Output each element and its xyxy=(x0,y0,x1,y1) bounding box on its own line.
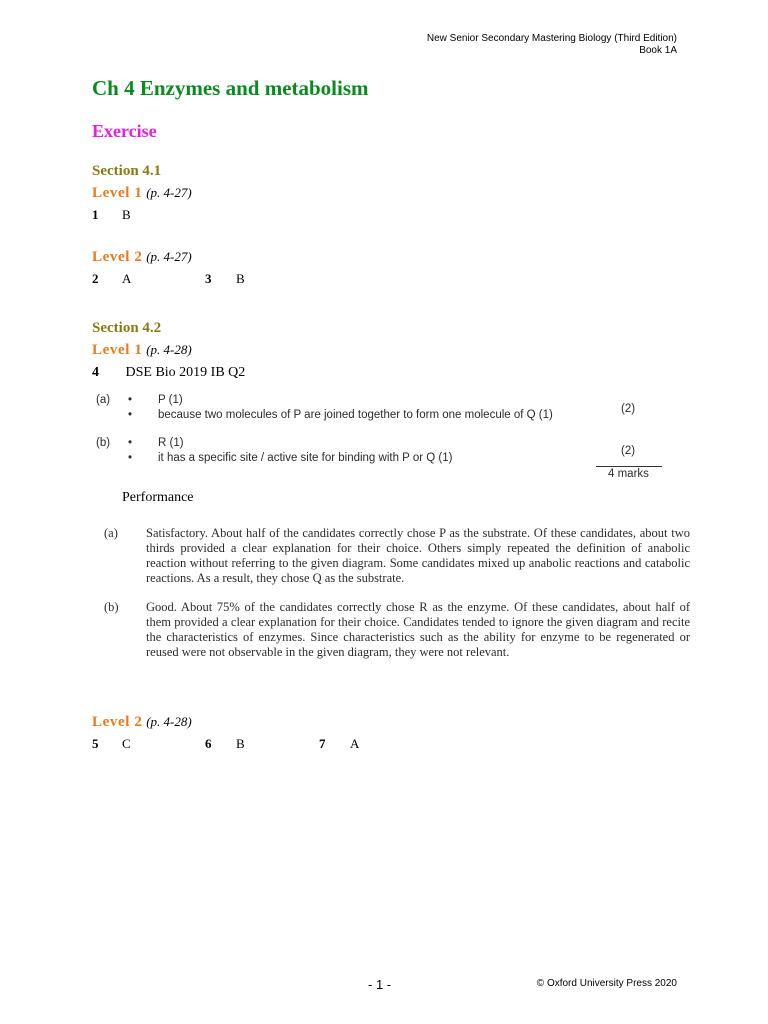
marking-point: it has a specific site / active site for binding with P or Q (1) xyxy=(158,452,453,464)
marking-point: R (1) xyxy=(158,437,184,449)
level-label: Level 2 xyxy=(92,249,143,265)
section-4-2-level-1 xyxy=(92,342,192,359)
answer-value: C xyxy=(122,736,131,751)
question-number: 6 xyxy=(205,736,212,751)
page-reference: (p. 4-27) xyxy=(146,185,192,200)
page-number: - 1 - xyxy=(368,977,392,992)
question-number: 4 xyxy=(92,365,99,380)
answer-value: B xyxy=(236,736,245,751)
page-reference: (p. 4-27) xyxy=(146,249,192,264)
level-label: Level 2 xyxy=(92,714,143,730)
bullet-icon: • xyxy=(128,394,133,406)
section-4-1-level-1 xyxy=(92,185,192,202)
question-number: 1 xyxy=(92,207,99,222)
section-4-1-heading: Section 4.1 xyxy=(92,163,162,179)
answer-value: A xyxy=(122,271,132,286)
section-4-2-level-2 xyxy=(92,714,192,731)
exercise-heading: Exercise xyxy=(92,121,157,141)
level-label: Level 1 xyxy=(92,185,143,201)
section-4-1-level-2 xyxy=(92,249,192,266)
question-number: 5 xyxy=(92,736,99,751)
page-reference: (p. 4-28) xyxy=(146,714,192,729)
page-reference: (p. 4-28) xyxy=(146,342,192,357)
chapter-title: Ch 4 Enzymes and metabolism xyxy=(92,76,369,100)
part-label: (b) xyxy=(96,437,111,449)
marking-point: P (1) xyxy=(158,394,183,406)
marking-total xyxy=(96,468,696,484)
answer-row xyxy=(92,736,492,752)
bullet-icon: • xyxy=(128,452,133,464)
bullet-icon: • xyxy=(128,409,133,421)
total-divider xyxy=(596,466,662,467)
comment-text: Satisfactory. About half of the candidates correctly chose P as the substrate. Of these candidates, about two thirds provided a clear explanation for their choice. Others simply repeated the definition of anabolic reaction without referring to the given diagram. Some candidates mixed up anabolic reactions and catabolic reactions. As a result, they chose Q as the substrate. xyxy=(146,526,690,585)
marking-scheme xyxy=(96,394,696,486)
part-label: (a) xyxy=(96,394,111,406)
question-number: 2 xyxy=(92,271,99,286)
answer-value: B xyxy=(122,207,131,222)
marking-point: because two molecules of P are joined together to form one molecule of Q (1) xyxy=(158,409,553,421)
bullet-icon: • xyxy=(128,437,133,449)
question-number: 3 xyxy=(205,271,212,286)
total-marks: 4 marks xyxy=(608,468,649,480)
copyright-notice: © Oxford University Press 2020 xyxy=(536,978,677,989)
section-4-2-heading: Section 4.2 xyxy=(92,320,162,336)
marking-row-b-1 xyxy=(96,437,696,453)
performance-heading: Performance xyxy=(122,490,194,505)
marks-allocation: (2) xyxy=(621,445,636,457)
comment-text: Good. About 75% of the candidates correctly chose R as the enzyme. Of these candidates, about half of them provided a clear explanation for their choice. Candidates tended to ignore the given diagram and recite the characteristics of enzymes. Since characteristics such as the ability for enzyme to be regenerated or reused were not observable in the given diagram, they were not relevant. xyxy=(146,600,690,659)
document-header xyxy=(427,33,677,57)
performance-comment-a xyxy=(104,526,704,588)
answer-row xyxy=(92,271,492,287)
part-label: (a) xyxy=(104,526,118,540)
question-number: 7 xyxy=(319,736,326,751)
performance-comment-b xyxy=(104,600,704,678)
marking-row-a-1 xyxy=(96,394,696,410)
book-volume: Book 1A xyxy=(639,45,677,56)
marking-row-a-2 xyxy=(96,403,696,425)
book-title: New Senior Secondary Mastering Biology (Third Edition) xyxy=(426,33,677,44)
level-label: Level 1 xyxy=(92,342,143,358)
question-source: DSE Bio 2019 IB Q2 xyxy=(125,365,246,380)
answer-value: B xyxy=(236,271,245,286)
answer-row xyxy=(92,207,492,223)
part-label: (b) xyxy=(104,600,119,614)
answer-value: A xyxy=(350,736,360,751)
question-4-heading xyxy=(92,365,245,381)
marks-allocation: (2) xyxy=(621,403,636,415)
